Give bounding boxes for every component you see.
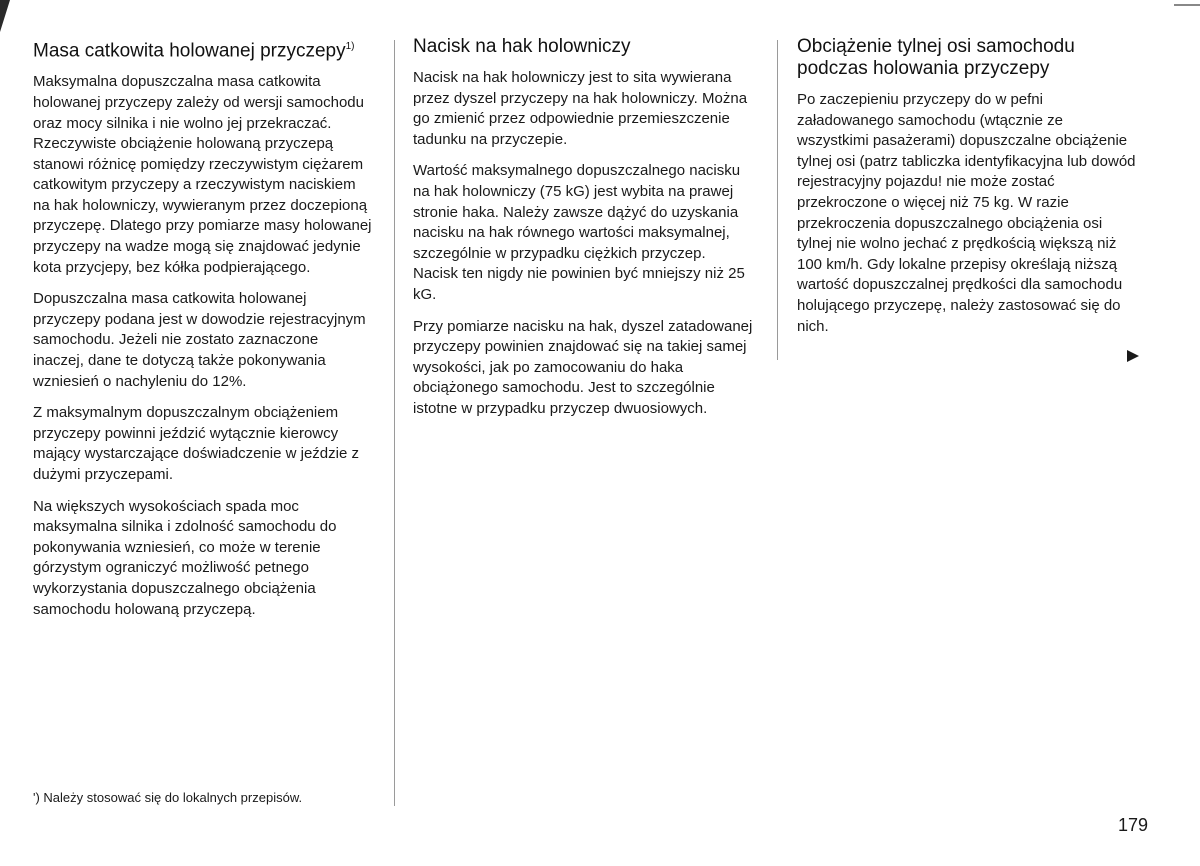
paragraph: Z maksymalnym dopuszczalnym obciążeniem przyczepy powinni jeździć wytącznie kierowcy mający wystarczające doświadczenie w jeździe z dużymi przyczepami. [33,404,359,484]
paragraph: Po zaczepieniu przyczepy do w pefni załadowanego samochodu (wtącznie ze wszystkimi pasażerami) dopuszczalne obciążenie tylnej osi (patrz tabliczka identyfikacyjna lub dowód rejestracyjny pojazdu! nie może zostać przekroczone o więcej niż 75 kg. W razie przekroczenia dopuszczalnego obciążenia osi tylnej nie wolno jechać z prędkością większą niż 100 km/h. Gdy lokalne przepisy określają niższą wartość dopuszczalnej prędkości dla samochodu holującego przyczepę, należy zastosować się do nich. [797,91,1136,335]
section-heading-hitch-load: Nacisk na hak holowniczy [413,36,631,57]
column-divider [394,40,395,806]
column-rear-axle-load [797,36,1137,348]
paragraph: Wartość maksymalnego dopuszczalnego nacisku na hak holowniczy (75 kG) jest wybita na prawej stronie haka. Należy zawsze dążyć do uzyskania nacisku na hak równego wartości maksymalnej, szczególnie w przypadku ciężkich przyczep. Nacisk ten nigdy nie powinien być mniejszy niż 25 kG. [413,162,745,303]
column-divider [777,40,778,360]
paragraph: Na większych wysokościach spada moc maksymalna silnika i zdolność samochodu do pokonywania wzniesień, co może w terenie górzystym ograniczyć możliwość petnego wykorzystania dopuszczalnego obciążenia samochodu holowaną przyczepą. [33,497,337,618]
paragraph: Dopuszczalna masa catkowita holowanej przyczepy podana jest w dowodzie rejestracyjnym samochodu. Jeżeli nie zostato zaznaczone inaczej, dane te dotyczą także pokonywania wzniesień o nachyleniu do 12%. [33,290,366,390]
scan-corner-mark [0,0,10,32]
page-number: 179 [1118,815,1149,835]
continue-arrow-icon [1127,350,1139,362]
paragraph: Przy pomiarze nacisku na hak, dyszel zatadowanej przyczepy powinien znajdować się na takiej samej wysokości, jak po zamocowaniu do haka obciążonego samochodu. Jest to szczególnie istotne w przypadku przyczep dwuosiowych. [413,317,753,417]
footnote-ref: 1) [345,41,355,52]
scan-edge-mark [1174,4,1200,6]
footnote: ') Należy stosować się do lokalnych przepisów. [33,790,303,805]
column-trailer-mass [33,36,373,631]
paragraph: Maksymalna dopuszczalna masa catkowita holowanej przyczepy zależy od wersji samochodu oraz mocy silnika i nie wolno jej przekraczać. Rzeczywiste obciążenie holowaną przyczepą stanowi różnicę pomiędzy rzeczywistym ciężarem catkowitym przyczepy a rzeczywistym naciskiem na hak holowniczy, wywieranym przez doczepioną przyczepę. Dlatego przy pomiarze masy holowanej przyczepy na wadze mogą się znajdować jedynie kota przycjepy, bez kółka podpierającego. [33,73,372,276]
section-heading-trailer-mass [33,36,373,62]
heading-text: Masa catkowita holowanej przyczepy [33,40,346,62]
section-heading-rear-axle-load: Obciążenie tylnej osi samochodu podczas holowania przyczepy [797,36,1075,79]
column-hitch-load [413,36,753,431]
paragraph: Nacisk na hak holowniczy jest to sita wywierana przez dyszel przyczepy na hak holowniczy. Można go zmienić przez odpowiednie przemieszczenie tadunku na przyczepie. [413,69,748,148]
